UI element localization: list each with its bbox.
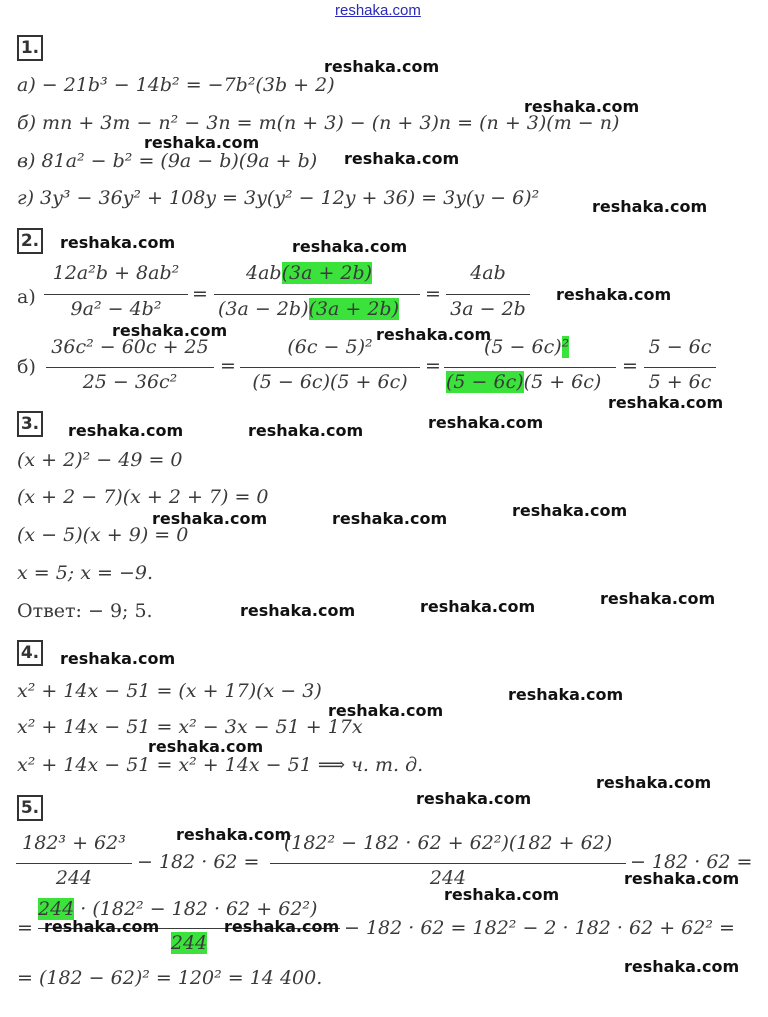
watermark: reshaka.com (224, 917, 340, 936)
watermark: reshaka.com (600, 589, 716, 608)
p2a-frac3-num: 4ab (470, 262, 506, 284)
p5-lead-2: = (17, 917, 33, 939)
p5-mid-1: − 182 · 62 = (137, 851, 260, 873)
watermark: reshaka.com (292, 237, 408, 256)
p2a-eq2: = (425, 283, 441, 305)
p5-line-3: = (182 − 62)² = 120² = 14 400. (17, 967, 323, 989)
p2a-frac1-num: 12a²b + 8ab² (52, 262, 180, 284)
p2b-frac1-den: 25 − 36c² (82, 371, 178, 393)
watermark: reshaka.com (512, 501, 628, 520)
p2b-label: б) (17, 356, 36, 378)
p2a-frac3-den: 3a − 2b (450, 298, 526, 320)
p5-frac1-bar (16, 863, 132, 864)
p2b-frac3-den-highlight: (5 − 6c) (446, 371, 524, 393)
p2b-frac2-bar (240, 367, 420, 368)
watermark: reshaka.com (60, 649, 176, 668)
p2b-frac4-bar (644, 367, 716, 368)
p2b-frac1-bar (46, 367, 214, 368)
p2b-frac4-num: 5 − 6c (648, 336, 712, 358)
watermark: reshaka.com (60, 233, 176, 252)
watermark: reshaka.com (324, 57, 440, 76)
watermark: reshaka.com (44, 917, 160, 936)
watermark: reshaka.com (592, 197, 708, 216)
problem-number-5: 5. (17, 795, 43, 821)
p2a-frac2-den (218, 298, 399, 320)
p2b-frac2-num: (6c − 5)² (287, 336, 373, 358)
p2b-frac3-den-b: (5 + 6c) (523, 371, 602, 393)
watermark: reshaka.com (420, 597, 536, 616)
watermark: reshaka.com (332, 509, 448, 528)
watermark: reshaka.com (416, 789, 532, 808)
problem-number-3: 3. (17, 411, 43, 437)
p5-tail-1: − 182 · 62 = (630, 851, 753, 873)
watermark: reshaka.com (444, 885, 560, 904)
p2b-frac3-num-a: (5 − 6c) (484, 336, 562, 358)
p2a-frac2-den-a: (3a − 2b) (218, 298, 309, 320)
watermark: reshaka.com (344, 149, 460, 168)
p2b-frac3-num-highlight: ² (561, 336, 570, 358)
watermark: reshaka.com (524, 97, 640, 116)
problem-number-4: 4. (17, 640, 43, 666)
p1-line-a: а) − 21b³ − 14b² = −7b²(3b + 2) (17, 74, 335, 96)
p2a-frac2-num (246, 262, 372, 284)
p2a-frac2-num-a: 4ab (246, 262, 282, 284)
p2a-frac1-den: 9a² − 4b² (70, 298, 162, 320)
p3-line-3: (x − 5)(x + 9) = 0 (17, 524, 189, 546)
p2b-eq3: = (622, 355, 638, 377)
p2a-label: а) (17, 286, 36, 308)
problem-number-2: 2. (17, 228, 43, 254)
site-link[interactable]: reshaka.com (335, 2, 421, 19)
p3-answer: Ответ: − 9; 5. (17, 600, 153, 622)
p5-frac2-num: (182² − 182 · 62 + 62²)(182 + 62) (283, 832, 613, 854)
watermark: reshaka.com (176, 825, 292, 844)
watermark: reshaka.com (624, 869, 740, 888)
p2b-frac3-num (484, 336, 569, 358)
p2a-frac2-den-highlight: (3a + 2b) (308, 298, 399, 320)
watermark: reshaka.com (508, 685, 624, 704)
p2a-frac3-bar (446, 294, 530, 295)
watermark: reshaka.com (112, 321, 228, 340)
watermark: reshaka.com (68, 421, 184, 440)
watermark: reshaka.com (624, 957, 740, 976)
p4-line-1: x² + 14x − 51 = (x + 17)(x − 3) (17, 680, 322, 702)
p5-frac3-num-highlight: 244 (38, 898, 75, 920)
p2a-eq1: = (192, 283, 208, 305)
watermark: reshaka.com (376, 325, 492, 344)
watermark: reshaka.com (596, 773, 712, 792)
p1-line-b: б) mn + 3m − n² − 3n = m(n + 3) − (n + 3)n = (n + 3)(m − n) (17, 112, 620, 134)
p1-line-d: г) 3y³ − 36y² + 108y = 3y(y² − 12y + 36) = 3y(y − 6)² (17, 187, 540, 209)
p2b-frac4-den: 5 + 6c (648, 371, 712, 393)
p3-line-4: x = 5; x = −9. (17, 562, 154, 584)
p5-frac1-num: 182³ + 62³ (22, 832, 126, 854)
p5-frac1-den: 244 (55, 867, 93, 889)
problem-number-1: 1. (17, 35, 43, 61)
watermark: reshaka.com (248, 421, 364, 440)
p2a-frac2-num-highlight: (3a + 2b) (281, 262, 373, 284)
p5-tail-2: − 182 · 62 = 182² − 2 · 182 · 62 + 62² = (344, 917, 735, 939)
p2a-frac2-bar (214, 294, 420, 295)
watermark: reshaka.com (144, 133, 260, 152)
p3-line-2: (x + 2 − 7)(x + 2 + 7) = 0 (17, 486, 269, 508)
p4-line-2: x² + 14x − 51 = x² − 3x − 51 + 17x (17, 716, 363, 738)
p1-line-c: в) 81a² − b² = (9a − b)(9a + b) (17, 150, 318, 172)
watermark: reshaka.com (240, 601, 356, 620)
p2b-frac3-den (446, 371, 601, 393)
p3-line-1: (x + 2)² − 49 = 0 (17, 449, 183, 471)
watermark: reshaka.com (328, 701, 444, 720)
p4-line-3: x² + 14x − 51 = x² + 14x − 51 ⟹ ч. т. д. (17, 754, 424, 776)
watermark: reshaka.com (556, 285, 672, 304)
p2b-frac3-bar (444, 367, 616, 368)
watermark: reshaka.com (148, 737, 264, 756)
p2b-eq2: = (425, 355, 441, 377)
p5-frac3-den-highlight: 244 (170, 932, 208, 954)
watermark: reshaka.com (428, 413, 544, 432)
p2a-frac1-bar (44, 294, 188, 295)
p5-frac2-bar (270, 863, 626, 864)
p2b-frac1-num: 36c² − 60c + 25 (51, 336, 209, 358)
p2b-eq1: = (220, 355, 236, 377)
p5-frac3-num-b: · (182² − 182 · 62 + 62²) (74, 898, 318, 920)
p2b-frac2-den: (5 − 6c)(5 + 6c) (252, 371, 408, 393)
watermark: reshaka.com (608, 393, 724, 412)
watermark: reshaka.com (152, 509, 268, 528)
p5-frac2-den: 244 (429, 867, 467, 889)
